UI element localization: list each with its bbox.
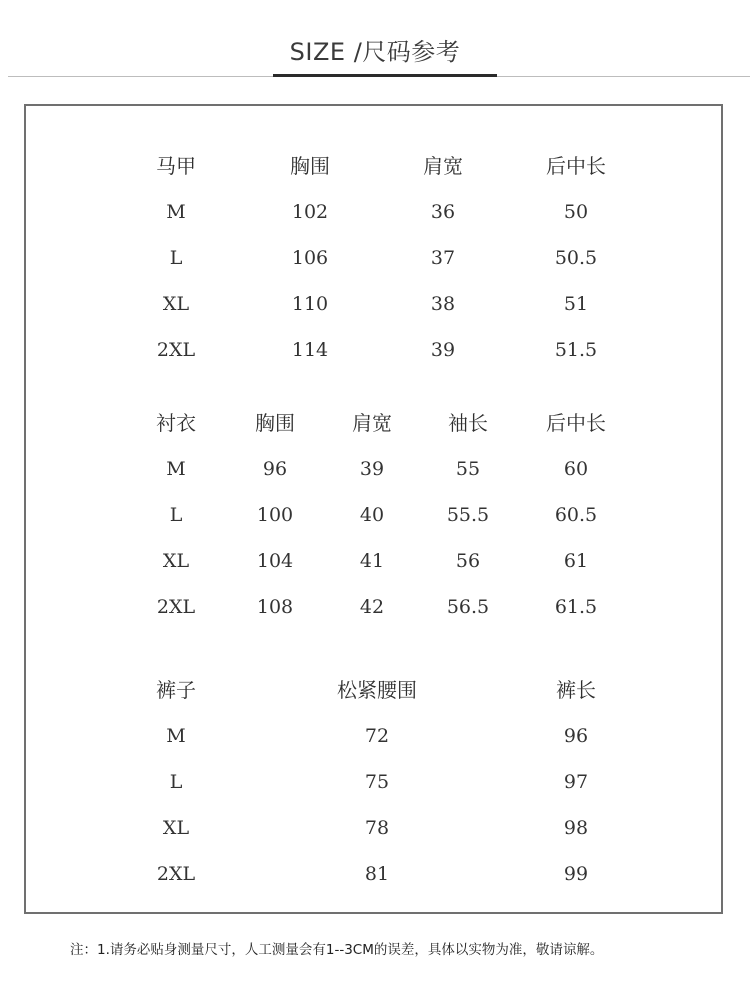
table-row <box>0 538 750 584</box>
table-cell: 39 <box>359 458 385 480</box>
table-cell: 97 <box>563 771 589 793</box>
header-cell: 肩宽 <box>352 411 392 435</box>
table-row <box>0 805 750 851</box>
table-cell: 81 <box>364 863 390 885</box>
table-cell: M <box>166 458 186 480</box>
table-cell: 2XL <box>156 339 196 361</box>
header-cell: 胸围 <box>255 411 295 435</box>
table-cell: 60.5 <box>554 504 598 526</box>
table-cell: 61.5 <box>554 596 598 618</box>
table-cell: 60 <box>563 458 589 480</box>
table-cell: M <box>166 725 186 747</box>
header-cell: 松紧腰围 <box>337 678 417 702</box>
table-cell: 108 <box>256 596 294 618</box>
page-title: SIZE /尺码参考 <box>289 38 461 66</box>
table-header-row <box>0 400 750 446</box>
table-cell: 40 <box>359 504 385 526</box>
table-cell: 72 <box>364 725 390 747</box>
table-cell: XL <box>162 293 190 315</box>
table-cell: 55.5 <box>446 504 490 526</box>
table-cell: 56 <box>455 550 481 572</box>
table-cell: 38 <box>430 293 456 315</box>
table-cell: 41 <box>359 550 385 572</box>
table-cell: 50.5 <box>554 247 598 269</box>
table-row <box>0 189 750 235</box>
header-cell: 后中长 <box>546 154 606 178</box>
header-cell: 肩宽 <box>423 154 463 178</box>
table-cell: 51 <box>563 293 589 315</box>
table-row <box>0 759 750 805</box>
table-cell: 75 <box>364 771 390 793</box>
table-cell: L <box>169 504 183 526</box>
table-row <box>0 281 750 327</box>
vest-size-table <box>0 143 750 373</box>
table-row <box>0 446 750 492</box>
table-cell: 102 <box>291 201 329 223</box>
table-cell: L <box>169 247 183 269</box>
table-cell: 96 <box>262 458 288 480</box>
table-row <box>0 713 750 759</box>
table-cell: 110 <box>291 293 329 315</box>
table-row <box>0 492 750 538</box>
table-cell: 114 <box>291 339 329 361</box>
header-cell: 裤长 <box>556 678 596 702</box>
table-cell: 2XL <box>156 863 196 885</box>
table-cell: 51.5 <box>554 339 598 361</box>
table-cell: 104 <box>256 550 294 572</box>
table-cell: 42 <box>359 596 385 618</box>
table-cell: M <box>166 201 186 223</box>
header-cell: 衬衣 <box>156 411 196 435</box>
table-row <box>0 235 750 281</box>
table-row <box>0 851 750 897</box>
header-cell: 裤子 <box>156 678 196 702</box>
table-cell: 50 <box>563 201 589 223</box>
table-cell: 98 <box>563 817 589 839</box>
table-header-row <box>0 667 750 713</box>
table-cell: 37 <box>430 247 456 269</box>
table-row <box>0 584 750 630</box>
table-cell: XL <box>162 550 190 572</box>
table-cell: 106 <box>291 247 329 269</box>
table-cell: L <box>169 771 183 793</box>
table-cell: 100 <box>256 504 294 526</box>
measurement-note: 注：1.请务必贴身测量尺寸，人工测量会有1--3CM的误差，具体以实物为准，敬请谅解。 <box>70 942 604 958</box>
header-cell: 后中长 <box>546 411 606 435</box>
table-header-row <box>0 143 750 189</box>
header-cell: 马甲 <box>156 154 196 178</box>
table-cell: 55 <box>455 458 481 480</box>
table-cell: 2XL <box>156 596 196 618</box>
table-cell: 78 <box>364 817 390 839</box>
table-cell: XL <box>162 817 190 839</box>
header-cell: 袖长 <box>448 411 488 435</box>
table-cell: 36 <box>430 201 456 223</box>
table-cell: 96 <box>563 725 589 747</box>
title-underline <box>273 74 497 77</box>
header-cell: 胸围 <box>290 154 330 178</box>
pants-size-table <box>0 667 750 897</box>
table-cell: 39 <box>430 339 456 361</box>
table-cell: 56.5 <box>446 596 490 618</box>
shirt-size-table <box>0 400 750 630</box>
table-row <box>0 327 750 373</box>
table-cell: 61 <box>563 550 589 572</box>
table-cell: 99 <box>563 863 589 885</box>
